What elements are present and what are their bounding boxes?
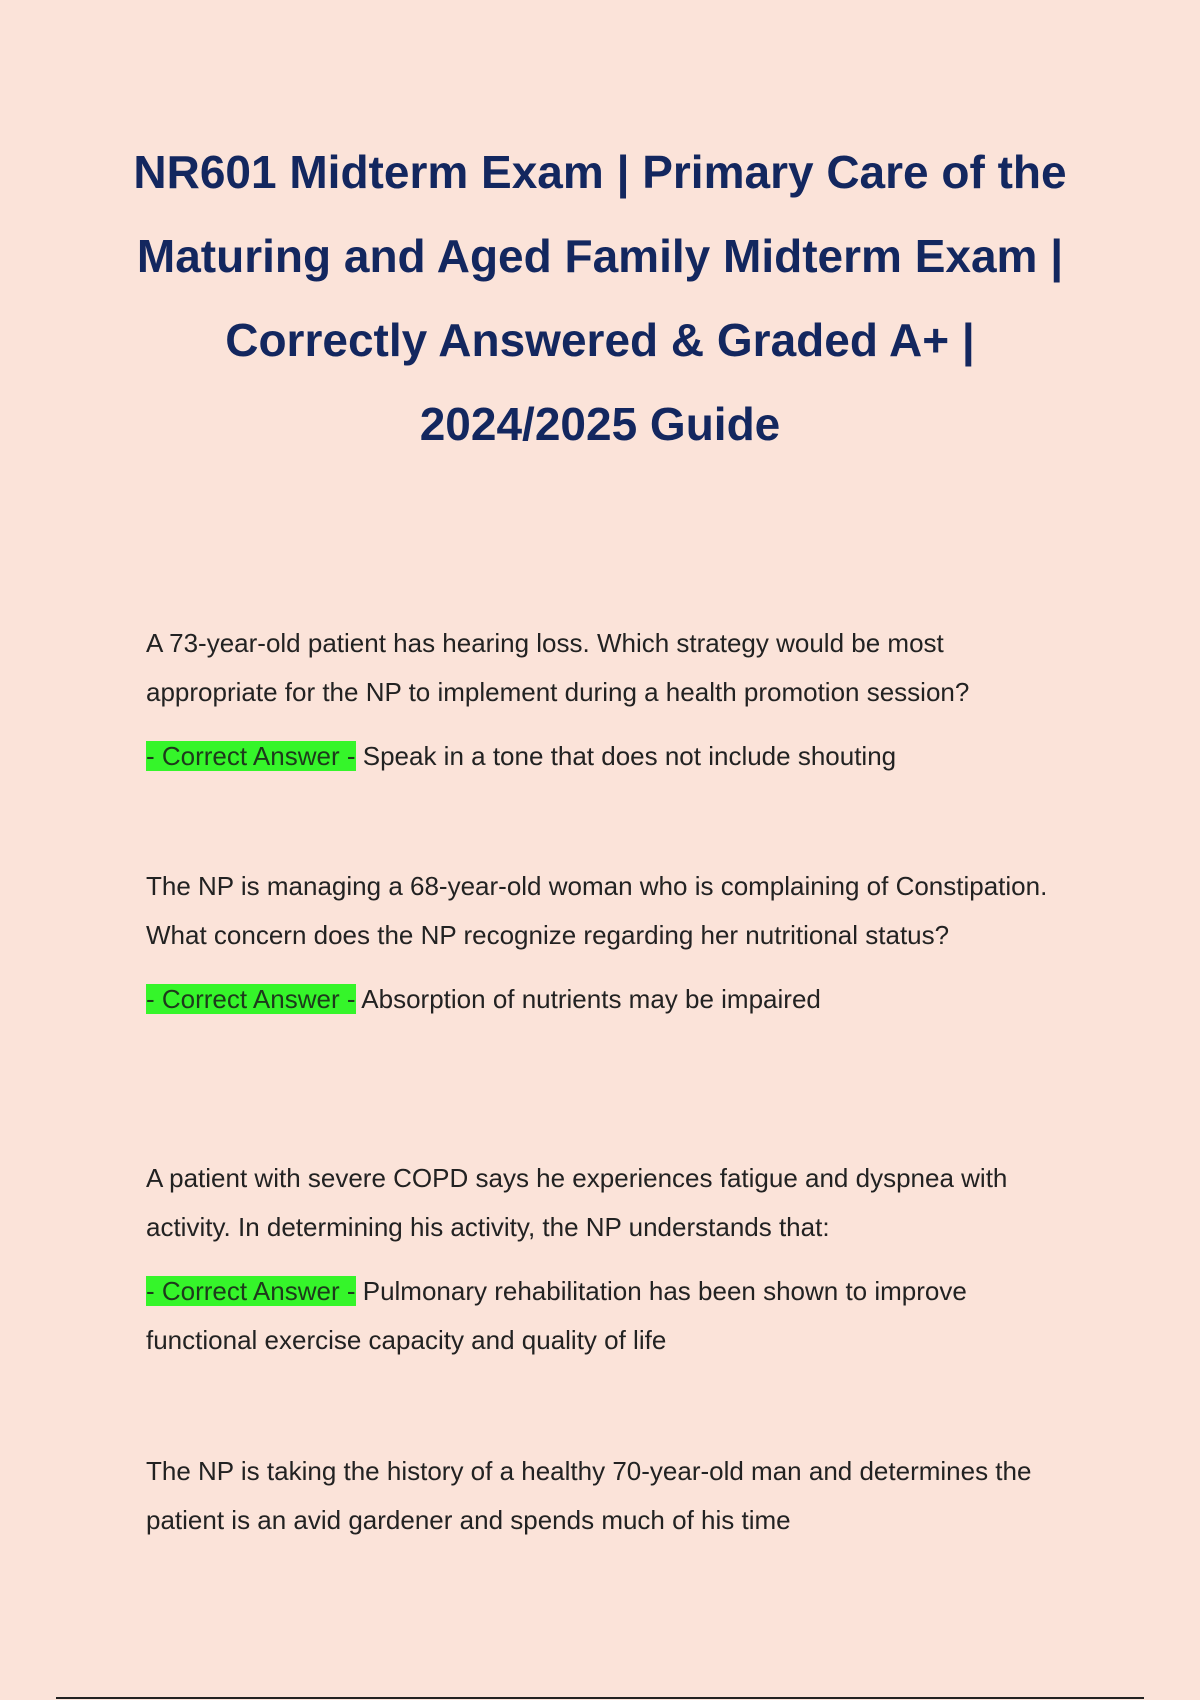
correct-answer-highlight: - Correct Answer - xyxy=(146,1276,356,1306)
question-text: The NP is managing a 68-year-old woman who is complaining of Constipation. What concern does the NP recognize regarding her nutritional status? xyxy=(146,871,1048,950)
question-text: The NP is taking the history of a healthy 70-year-old man and determines the patient is an avid gardener and spends much of his time xyxy=(146,1456,1032,1535)
question-text: A 73-year-old patient has hearing loss. Which strategy would be most appropriate for the NP to implement during a health promotion session? xyxy=(146,628,970,707)
correct-answer-highlight: - Correct Answer - xyxy=(146,984,356,1014)
question-text: A patient with severe COPD says he experiences fatigue and dyspnea with activity. In determining his activity, the NP understands that: xyxy=(146,1163,1008,1242)
qa-item xyxy=(146,862,1066,1024)
answer-text: Absorption of nutrients may be impaired xyxy=(355,984,821,1014)
answer-text: Speak in a tone that does not include shouting xyxy=(355,741,897,771)
document-title: NR601 Midterm Exam | Primary Care of the Maturing and Aged Family Midterm Exam | Correctly Answered & Graded A+ | 2024/2025 Guide xyxy=(133,146,1067,450)
qa-item xyxy=(146,1447,1066,1545)
answer-line xyxy=(146,732,1066,781)
qa-item xyxy=(146,619,1066,781)
answer-line xyxy=(146,975,1066,1024)
qa-item xyxy=(146,1154,1066,1365)
footer-divider xyxy=(56,1697,1144,1699)
answer-line xyxy=(146,1267,1066,1365)
correct-answer-highlight: - Correct Answer - xyxy=(146,741,356,771)
answer-text: Pulmonary rehabilitation has been shown to improve functional exercise capacity and quality of life xyxy=(146,1276,967,1355)
